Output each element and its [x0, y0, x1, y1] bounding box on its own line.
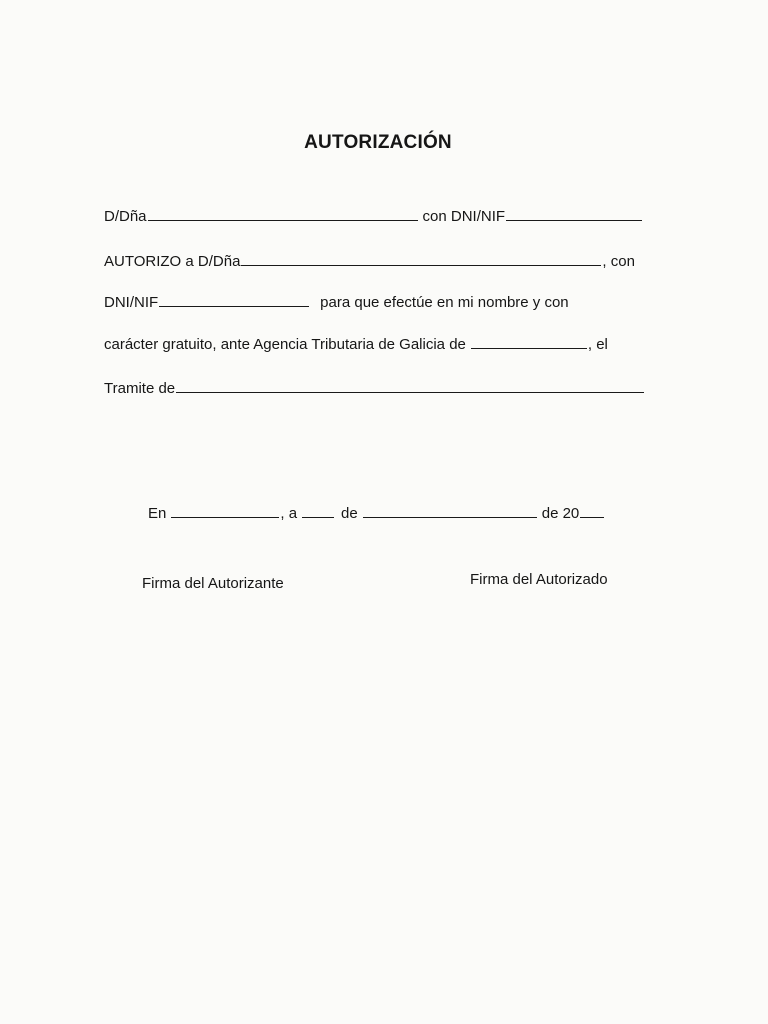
autorizo-label: AUTORIZO a D/Dña	[104, 253, 241, 270]
authorized-dni-blank[interactable]	[159, 292, 309, 307]
signature-autorizado: Firma del Autorizado	[470, 571, 608, 588]
line-agency	[104, 334, 608, 353]
line-tramite	[104, 378, 645, 397]
en-label: En	[148, 505, 167, 522]
de-label: de	[341, 505, 358, 522]
month-blank[interactable]	[363, 503, 537, 518]
line-authorize	[104, 251, 635, 270]
document-title: AUTORIZACIÓN	[304, 132, 452, 153]
year-label: de 20	[541, 505, 580, 522]
a-label: , a	[280, 505, 298, 522]
tramite-label: Tramite de	[104, 380, 176, 397]
el-label: , el	[587, 336, 608, 353]
dni-label-2: DNI/NIF	[104, 294, 159, 311]
signature-autorizante: Firma del Autorizante	[142, 575, 284, 592]
date-line	[148, 503, 605, 522]
tramite-blank[interactable]	[176, 378, 644, 393]
purpose-text: para que efectúe en mi nombre y con	[320, 294, 569, 311]
dni-label: con DNI/NIF	[422, 208, 506, 225]
agency-text: carácter gratuito, ante Agencia Tributaria de Galicia de	[104, 336, 466, 353]
line-dni	[104, 292, 569, 311]
day-blank[interactable]	[302, 503, 334, 518]
place-blank[interactable]	[171, 503, 279, 518]
dona-label: D/Dña	[104, 208, 147, 225]
agency-location-blank[interactable]	[471, 334, 587, 349]
dni-blank[interactable]	[506, 206, 642, 221]
year-blank[interactable]	[580, 503, 604, 518]
con-label: , con	[602, 253, 635, 270]
authorized-name-blank[interactable]	[241, 251, 601, 266]
name-blank[interactable]	[148, 206, 418, 221]
line-name	[104, 206, 643, 225]
